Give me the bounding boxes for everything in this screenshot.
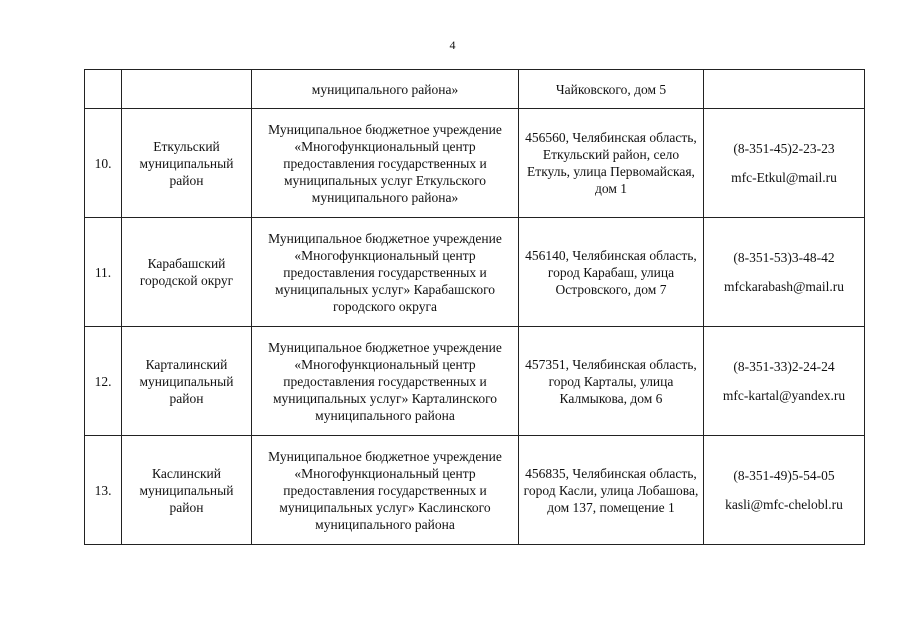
cell-contact	[704, 109, 865, 218]
cell-number: 10.	[85, 109, 122, 218]
email-address: mfc-kartal@yandex.ru	[722, 388, 846, 403]
cell-number: 11.	[85, 218, 122, 327]
cell-contact	[704, 218, 865, 327]
email-address: kasli@mfc-chelobl.ru	[725, 497, 843, 512]
cell-area: Карабашский городской округ	[122, 218, 252, 327]
cell-address: Чайковского, дом 5	[519, 70, 704, 109]
email-address: mfckarabash@mail.ru	[723, 279, 844, 294]
cell-address: 456835, Челябинская область, город Касли, улица Лобашова, дом 137, помещение 1	[519, 436, 704, 545]
cell-address: 456140, Челябинская область, город Карабаш, улица Островского, дом 7	[519, 218, 704, 327]
cell-number: 12.	[85, 327, 122, 436]
cell-organization: муниципального района»	[252, 70, 519, 109]
phone-number: (8-351-53)3-48-42	[733, 250, 835, 265]
table-row	[85, 218, 865, 327]
cell-contact	[704, 436, 865, 545]
cell-area: Карталинский муниципальный район	[122, 327, 252, 436]
mfc-registry-table	[84, 69, 865, 545]
cell-contact	[704, 70, 865, 109]
cell-address: 456560, Челябинская область, Еткульский район, село Еткуль, улица Первомайская, дом 1	[519, 109, 704, 218]
table-row-continuation	[85, 70, 865, 109]
email-address: mfc-Etkul@mail.ru	[731, 170, 837, 185]
cell-area: Еткульский муниципальный район	[122, 109, 252, 218]
phone-number: (8-351-45)2-23-23	[733, 141, 835, 156]
table-row	[85, 327, 865, 436]
phone-number: (8-351-33)2-24-24	[733, 359, 835, 374]
table-row	[85, 436, 865, 545]
cell-organization: Муниципальное бюджетное учреждение «Многофункциональный центр предоставления государственных и муниципальных услуг» Карталинского муниципального района	[252, 327, 519, 436]
cell-area: Каслинский муниципальный район	[122, 436, 252, 545]
table-row	[85, 109, 865, 218]
page-number: 4	[449, 38, 456, 52]
cell-number	[85, 70, 122, 109]
cell-organization: Муниципальное бюджетное учреждение «Многофункциональный центр предоставления государственных и муниципальных услуг» Каслинского муниципального района	[252, 436, 519, 545]
cell-contact	[704, 327, 865, 436]
cell-number: 13.	[85, 436, 122, 545]
cell-area	[122, 70, 252, 109]
cell-address: 457351, Челябинская область, город Карталы, улица Калмыкова, дом 6	[519, 327, 704, 436]
cell-organization: Муниципальное бюджетное учреждение «Многофункциональный центр предоставления государственных и муниципальных услуг» Карабашского городского округа	[252, 218, 519, 327]
phone-number: (8-351-49)5-54-05	[733, 468, 835, 483]
cell-organization: Муниципальное бюджетное учреждение «Многофункциональный центр предоставления государственных и муниципальных услуг Еткульского муниципального района»	[252, 109, 519, 218]
